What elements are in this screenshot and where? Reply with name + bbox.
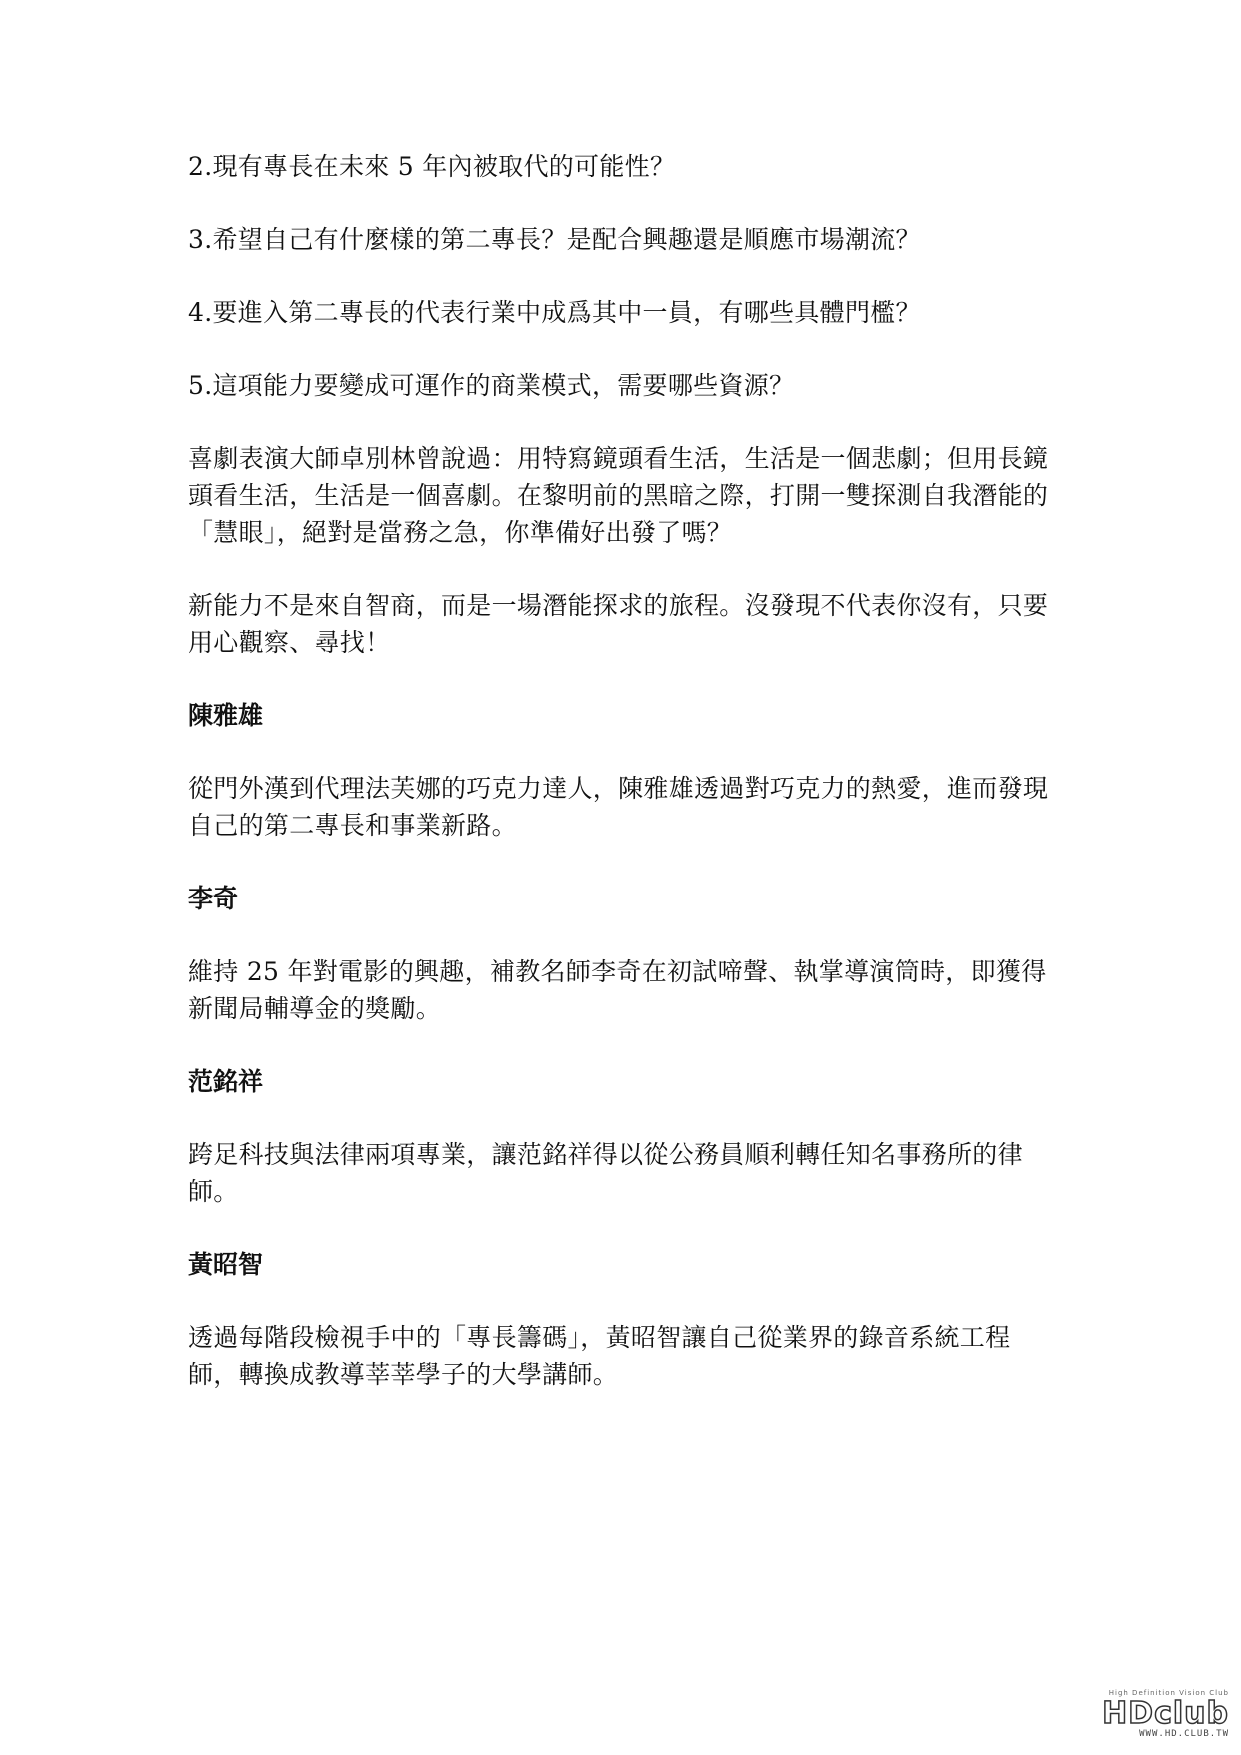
question-4: 4.要進入第二專長的代表行業中成爲其中一員，有哪些具體門檻？ <box>188 298 921 327</box>
profile-text: 跨足科技與法律兩項專業，讓范銘祥得以從公務員順利轉任知名事務所的律師。 <box>188 1140 1023 1206</box>
profile-name: 李奇 <box>188 884 239 913</box>
profile-name: 陳雅雄 <box>188 701 264 730</box>
profile-name: 黃昭智 <box>188 1250 264 1279</box>
page-content <box>188 148 1058 1429</box>
profile-name: 范銘祥 <box>188 1067 264 1096</box>
question-3: 3.希望自己有什麼樣的第二專長？是配合興趣還是順應市場潮流？ <box>188 225 921 254</box>
new-ability-paragraph: 新能力不是來自智商，而是一場潛能探求的旅程。沒發現不代表你沒有，只要用心觀察、尋找！ <box>188 591 1049 657</box>
question-2: 2.現有專長在未來 5 年內被取代的可能性？ <box>188 152 676 181</box>
watermark-tagline: High Definition Vision Club <box>1108 1689 1229 1697</box>
chaplin-paragraph: 喜劇表演大師卓別林曾說過：用特寫鏡頭看生活，生活是一個悲劇；但用長鏡頭看生活，生活是一個喜劇。在黎明前的黑暗之際，打開一雙探測自我潛能的「慧眼」，絕對是當務之急，你準備好出發了嗎？ <box>188 444 1049 547</box>
question-5: 5.這項能力要變成可運作的商業模式，需要哪些資源？ <box>188 371 795 400</box>
watermark-logo: HDclub <box>1102 1696 1229 1731</box>
hdclub-watermark <box>1069 1689 1229 1747</box>
watermark-url: WWW.HD.CLUB.TW <box>1139 1729 1229 1739</box>
profile-text: 從門外漢到代理法芙娜的巧克力達人，陳雅雄透過對巧克力的熱愛，進而發現自己的第二專長和事業新路。 <box>188 774 1049 840</box>
profile-text: 透過每階段檢視手中的「專長籌碼」，黃昭智讓自己從業界的錄音系統工程師，轉換成教導莘莘學子的大學講師。 <box>188 1323 1011 1389</box>
profile-text: 維持 25 年對電影的興趣，補教名師李奇在初試啼聲、執掌導演筒時，即獲得新聞局輔導金的獎勵。 <box>188 957 1047 1023</box>
